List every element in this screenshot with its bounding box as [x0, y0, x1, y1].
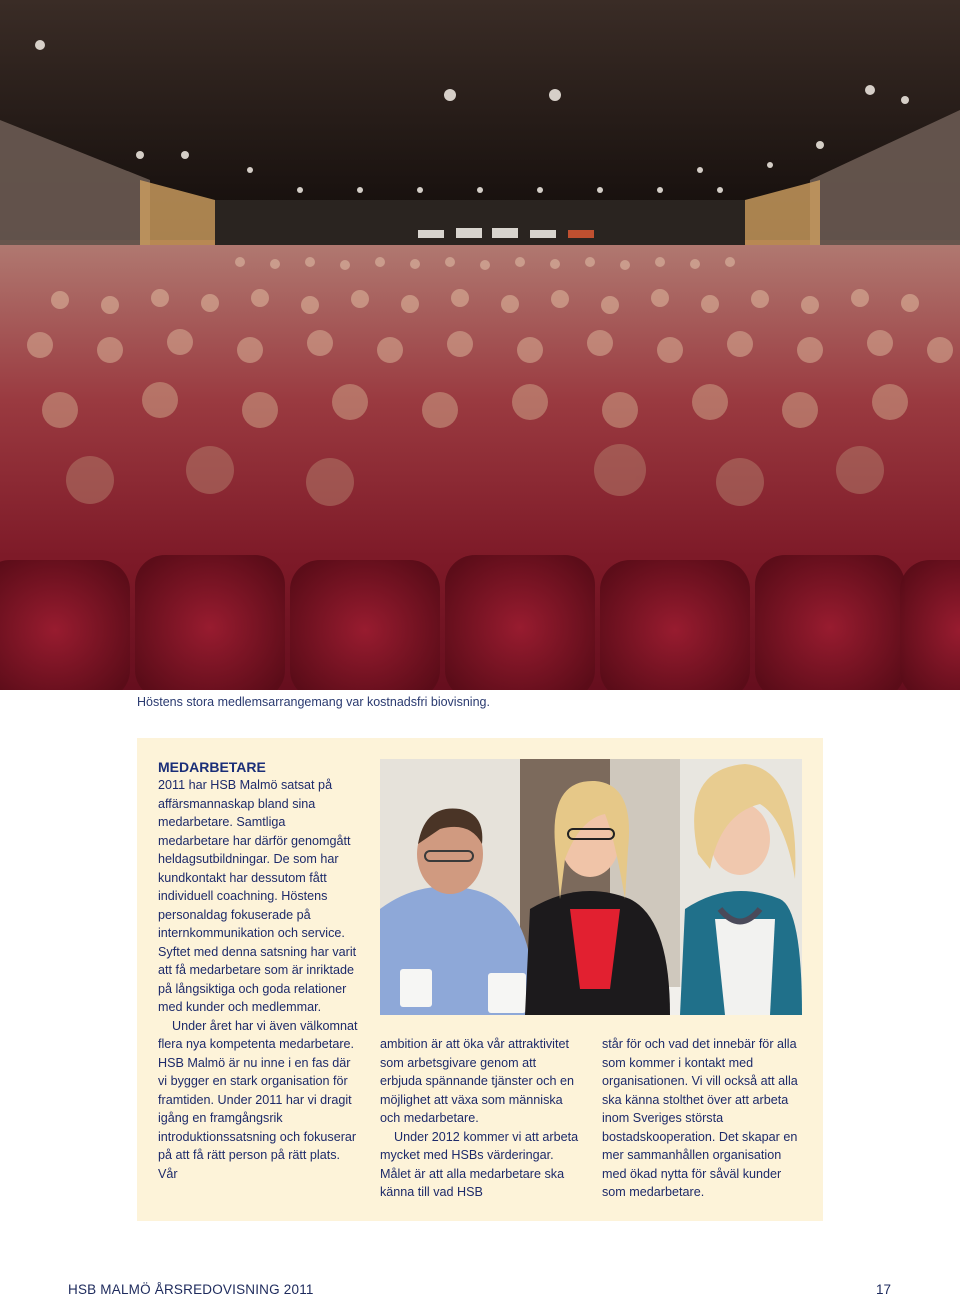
text-column-2 [380, 1035, 580, 1202]
back-wall [215, 200, 745, 250]
photo-caption: Höstens stora medlemsarrangemang var kostnadsfri biovisning. [137, 695, 490, 709]
paragraph: ambition är att öka vår attraktivitet som arbetsgivare genom att erbjuda spännande tjänster och en möjlighet att växa som människa och medarbetare. [380, 1037, 574, 1125]
paragraph: står för och vad det innebär för alla som kommer i kontakt med organisationen. Vi vill också att alla ska känna stolthet över att arbeta inom Sveriges största bostadskooperation. Det skapar en mer sammanhållen organisation med ökad nytta för såväl kunder som medarbetare. [602, 1037, 798, 1199]
foreground-seats [0, 555, 960, 690]
three-colleagues-illustration [380, 759, 802, 1015]
text-column-1 [158, 758, 358, 1183]
employees-photo [380, 759, 802, 1015]
paragraph: Under 2012 kommer vi att arbeta mycket med HSBs värderingar. Målet är att alla medarbetare ska känna till vad HSB [380, 1129, 579, 1199]
text-column-3 [602, 1035, 802, 1202]
employees-info-panel [137, 738, 823, 1221]
section-heading: MEDARBETARE [158, 759, 266, 775]
footer-report-title: HSB MALMÖ ÅRSREDOVISNING 2011 [68, 1282, 314, 1297]
paragraph: Under året har vi även välkomnat flera nya kompetenta medarbetare. HSB Malmö är nu inne i en fas där vi bygger en stark organisation för framtiden. Under 2011 har vi dragit igång en framgångsrik introduktionssatsning och fokuserar på att få rätt person på rätt plats. Vår [158, 1018, 358, 1181]
paragraph: 2011 har HSB Malmö satsat på affärsmannaskap bland sina medarbetare. Samtliga medarbetare har därför genomgått heldagsutbildningar. De som har kundkontakt har dessutom fått individuell coachning. Höstens personaldag fokuserade på internkommunikation och service. Syftet med denna satsning har varit att få medarbetare som är inriktade på långsiktiga och goda relationer med kunder och medlemmar. [158, 778, 357, 1014]
page-number: 17 [876, 1282, 892, 1297]
